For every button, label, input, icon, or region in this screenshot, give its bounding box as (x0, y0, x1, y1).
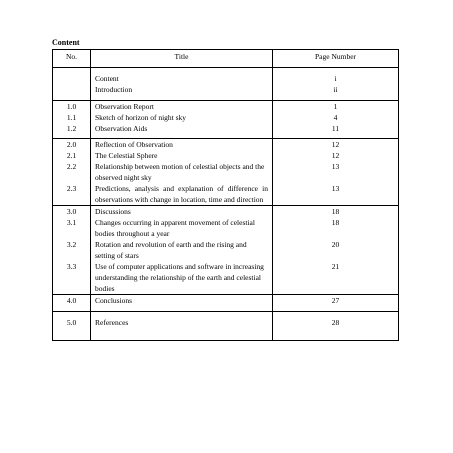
row-page: 27 (273, 295, 399, 312)
row-page: i (273, 68, 399, 85)
table-row (53, 261, 399, 295)
row-title: Introduction (91, 84, 273, 101)
table-row (53, 161, 399, 183)
row-title: References (91, 312, 273, 341)
row-number: 3.3 (53, 261, 91, 295)
table-row (53, 239, 399, 261)
row-number (53, 84, 91, 101)
row-page: 12 (273, 139, 399, 151)
table-row (53, 150, 399, 161)
table-row (53, 139, 399, 151)
row-page: 20 (273, 239, 399, 261)
row-number: 1.1 (53, 112, 91, 123)
row-title: Rotation and revolution of earth and the rising and setting of stars (91, 239, 273, 261)
row-title: Observation Aids (91, 123, 273, 139)
row-number: 2.0 (53, 139, 91, 151)
row-title: Discussions (91, 206, 273, 218)
row-number: 3.2 (53, 239, 91, 261)
table-header-row (53, 50, 399, 68)
row-page: 28 (273, 312, 399, 341)
row-page: 18 (273, 217, 399, 239)
row-title: Content (91, 68, 273, 85)
table-row (53, 217, 399, 239)
row-page: 4 (273, 112, 399, 123)
page-title: Content (52, 38, 80, 47)
row-page: 13 (273, 183, 399, 206)
row-title: Reflection of Observation (91, 139, 273, 151)
row-page: 21 (273, 261, 399, 295)
row-number: 3.0 (53, 206, 91, 218)
row-title: Relationship between motion of celestial objects and the observed night sky (91, 161, 273, 183)
table-row (53, 295, 399, 312)
row-title: Use of computer applications and software in increasing understanding the relationship of the earth and celestial bodies (91, 261, 273, 295)
row-page: 13 (273, 161, 399, 183)
table-row (53, 123, 399, 139)
row-number: 4.0 (53, 295, 91, 312)
row-title: Predictions, analysis and explanation of difference in observations with change in location, time and direction (91, 183, 273, 206)
row-page: 18 (273, 206, 399, 218)
row-number (53, 68, 91, 85)
table-row (53, 206, 399, 218)
table-row (53, 112, 399, 123)
row-number: 1.0 (53, 101, 91, 113)
column-header-no: No. (53, 50, 91, 68)
row-title: Observation Report (91, 101, 273, 113)
table-of-contents (52, 49, 399, 341)
row-page: 1 (273, 101, 399, 113)
row-number: 2.2 (53, 161, 91, 183)
row-title: Sketch of horizon of night sky (91, 112, 273, 123)
row-page: 11 (273, 123, 399, 139)
row-number: 5.0 (53, 312, 91, 341)
table-row (53, 101, 399, 113)
row-page: ii (273, 84, 399, 101)
row-number: 1.2 (53, 123, 91, 139)
table-row (53, 68, 399, 85)
row-title: Conclusions (91, 295, 273, 312)
row-number: 3.1 (53, 217, 91, 239)
table-row (53, 84, 399, 101)
row-page: 12 (273, 150, 399, 161)
row-title: The Celestial Sphere (91, 150, 273, 161)
table-row (53, 312, 399, 341)
row-title: Changes occurring in apparent movement of celestial bodies throughout a year (91, 217, 273, 239)
table-row (53, 183, 399, 206)
row-number: 2.3 (53, 183, 91, 206)
row-number: 2.1 (53, 150, 91, 161)
column-header-title: Title (91, 50, 273, 68)
column-header-page: Page Number (273, 50, 399, 68)
